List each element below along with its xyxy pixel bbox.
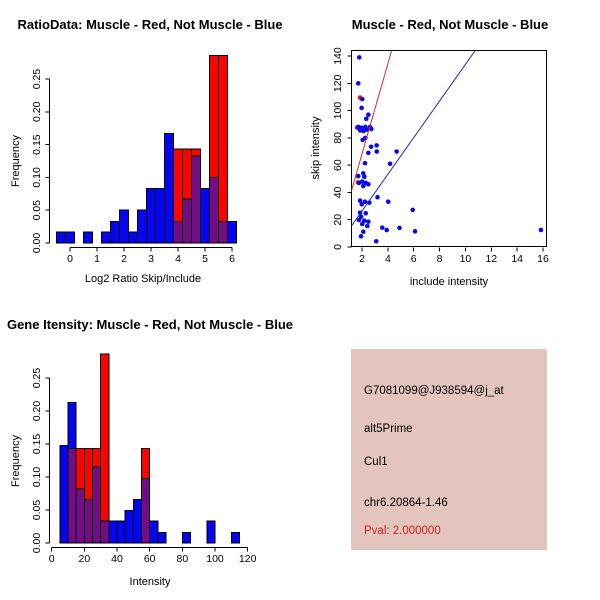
gene-histogram-title: Gene Itensity: Muscle - Red, Not Muscle - Blue — [6, 317, 294, 332]
not-muscle-data-point — [361, 229, 366, 234]
y-tick-label: 0 — [332, 244, 344, 250]
not-muscle-data-point — [375, 195, 380, 200]
hist-bar-blue — [119, 210, 128, 243]
panel-intensity-scatter — [300, 0, 600, 300]
not-muscle-data-point — [410, 208, 415, 213]
y-tick-label: 0.15 — [31, 134, 43, 155]
ratio-y-axis-label: Frequency — [10, 135, 22, 187]
hist-bar-blue — [207, 521, 215, 543]
scatter-title: Muscle - Red, Not Muscle - Blue — [351, 17, 549, 32]
not-muscle-data-point — [363, 211, 368, 216]
x-tick-label: 14 — [511, 253, 524, 265]
not-muscle-data-point — [394, 149, 399, 154]
not-muscle-data-point — [384, 228, 389, 233]
not-muscle-fit-line — [351, 48, 477, 227]
y-tick-label: 0.15 — [31, 433, 43, 455]
hist-bar-blue — [60, 445, 68, 543]
not-muscle-data-point — [361, 184, 366, 189]
y-tick-label: 100 — [332, 101, 344, 120]
hist-bar-blue — [156, 189, 165, 243]
y-tick-label: 60 — [332, 159, 344, 172]
hist-bar-overlap — [93, 467, 101, 543]
x-tick-label: 60 — [143, 553, 156, 565]
not-muscle-data-point — [360, 222, 365, 227]
not-muscle-data-point — [357, 181, 362, 186]
hist-bar-blue — [138, 210, 147, 243]
not-muscle-data-point — [366, 151, 371, 156]
not-muscle-data-point — [360, 138, 365, 143]
not-muscle-data-point — [386, 199, 391, 204]
ratio-histogram-plot — [0, 0, 300, 300]
x-tick-label: 8 — [436, 253, 443, 265]
x-tick-label: 4 — [175, 253, 181, 265]
hist-bar-blue — [102, 232, 111, 243]
x-tick-label: 0 — [48, 553, 55, 565]
x-tick-label: 2 — [359, 253, 365, 265]
x-tick-label: 12 — [485, 253, 498, 265]
x-tick-label: 1 — [94, 253, 100, 265]
not-muscle-data-point — [374, 149, 379, 154]
hist-bar-blue — [129, 232, 138, 243]
hist-bar-overlap — [210, 177, 219, 243]
hist-bar-blue — [125, 511, 133, 543]
hist-bar-overlap — [173, 221, 182, 243]
not-muscle-data-point — [369, 144, 374, 149]
x-tick-label: 10 — [459, 253, 472, 265]
muscle-fit-line — [351, 48, 392, 193]
not-muscle-data-point — [359, 106, 364, 111]
x-tick-label: 16 — [537, 253, 549, 265]
scatter-y-axis-label: skip intensity — [310, 116, 322, 180]
y-tick-label: 120 — [332, 74, 344, 93]
panel-gene-info — [300, 300, 600, 600]
gene-name-text: Cul1 — [364, 456, 388, 468]
not-muscle-data-point — [374, 143, 379, 148]
hist-bar-blue — [158, 532, 166, 543]
hist-bar-blue — [84, 232, 93, 243]
hist-bar-blue — [150, 521, 158, 543]
x-tick-label: 120 — [238, 553, 257, 565]
scatter-x-axis-label: include intensity — [409, 276, 489, 288]
gene-info-box — [351, 349, 547, 550]
y-tick-label: 0.00 — [31, 532, 43, 554]
not-muscle-data-point — [359, 202, 364, 207]
intensity-scatter-plot — [300, 0, 600, 300]
x-tick-label: 100 — [206, 553, 224, 565]
y-tick-label: 0.00 — [31, 232, 43, 254]
ratio-x-axis-label: Log2 Ratio Skip/Include — [84, 273, 202, 285]
hist-bar-blue — [109, 521, 117, 543]
y-tick-label: 0.20 — [31, 101, 43, 123]
y-tick-label: 0.20 — [31, 400, 43, 422]
y-tick-label: 80 — [332, 132, 344, 144]
y-tick-label: 0.05 — [31, 499, 43, 521]
hist-bar-blue — [231, 532, 239, 543]
not-muscle-data-point — [366, 219, 371, 224]
hist-bar-overlap — [76, 489, 84, 543]
hist-bar-overlap — [183, 199, 192, 243]
hist-bar-overlap — [68, 449, 76, 543]
x-tick-label: 6 — [229, 253, 235, 265]
hist-bar-blue — [182, 532, 190, 543]
not-muscle-data-point — [360, 97, 365, 102]
panel-ratio-histogram — [0, 0, 300, 300]
not-muscle-data-point — [357, 218, 362, 223]
hist-bar-blue — [65, 232, 74, 243]
x-tick-label: 0 — [67, 253, 73, 265]
splice-type-text: alt5Prime — [364, 423, 413, 435]
probe-id-text: G7081099@J938594@j_at — [364, 385, 504, 397]
hist-bar-overlap — [101, 521, 109, 543]
gene-x-axis-label: Intensity — [129, 576, 171, 588]
not-muscle-data-point — [374, 239, 379, 244]
plot-box — [352, 51, 547, 247]
not-muscle-data-point — [359, 234, 364, 239]
not-muscle-data-point — [365, 224, 370, 229]
y-tick-label: 0.05 — [31, 199, 43, 221]
scatter-points-group — [351, 48, 543, 244]
x-tick-label: 5 — [202, 253, 208, 265]
not-muscle-data-point — [380, 225, 385, 230]
x-tick-label: 2 — [121, 253, 127, 265]
hist-bar-overlap — [192, 156, 201, 243]
not-muscle-data-point — [363, 161, 368, 166]
x-tick-label: 40 — [111, 553, 123, 565]
y-tick-label: 0.10 — [31, 167, 43, 188]
hist-bar-red — [101, 354, 109, 543]
not-muscle-data-point — [413, 229, 418, 234]
hist-bar-red — [219, 55, 228, 243]
x-tick-label: 80 — [176, 553, 189, 565]
not-muscle-data-point — [539, 228, 544, 233]
hist-bar-blue — [146, 189, 155, 243]
hist-bar-blue — [165, 133, 174, 243]
hist-bar-overlap — [219, 221, 228, 243]
not-muscle-data-point — [356, 81, 361, 86]
x-tick-label: 4 — [384, 253, 391, 265]
x-tick-label: 6 — [410, 253, 417, 265]
hist-bar-overlap — [84, 499, 92, 543]
y-tick-label: 0.25 — [31, 367, 43, 389]
x-tick-label: 3 — [148, 253, 154, 265]
y-tick-label: 20 — [332, 213, 344, 226]
gene-intensity-histogram-plot — [0, 300, 300, 600]
hist-bar-blue — [111, 221, 120, 243]
x-tick-label: 20 — [78, 553, 91, 565]
hist-bar-blue — [133, 499, 141, 543]
y-tick-label: 140 — [332, 47, 344, 65]
y-tick-label: 0.10 — [31, 466, 43, 488]
location-text: chr6.20864-1.46 — [364, 497, 448, 509]
not-muscle-data-point — [397, 226, 402, 231]
hist-bar-blue — [227, 221, 236, 243]
hist-bar-blue — [200, 189, 209, 243]
not-muscle-data-point — [366, 112, 371, 117]
not-muscle-data-point — [364, 116, 369, 121]
not-muscle-data-point — [357, 55, 362, 60]
pval-text: Pval: 2.000000 — [364, 525, 441, 537]
y-tick-label: 0.25 — [31, 68, 43, 90]
hist-bar-blue — [57, 232, 66, 243]
gene-y-axis-label: Frequency — [10, 435, 22, 487]
not-muscle-data-point — [366, 182, 371, 187]
panel-gene-intensity-histogram — [0, 300, 300, 600]
ratio-histogram-title: RatioData: Muscle - Red, Not Muscle - Blue — [17, 17, 283, 32]
not-muscle-data-point — [362, 174, 367, 179]
hist-bar-blue — [117, 521, 125, 543]
y-tick-label: 40 — [332, 186, 344, 199]
not-muscle-data-point — [388, 161, 393, 166]
hist-bar-overlap — [142, 478, 150, 543]
